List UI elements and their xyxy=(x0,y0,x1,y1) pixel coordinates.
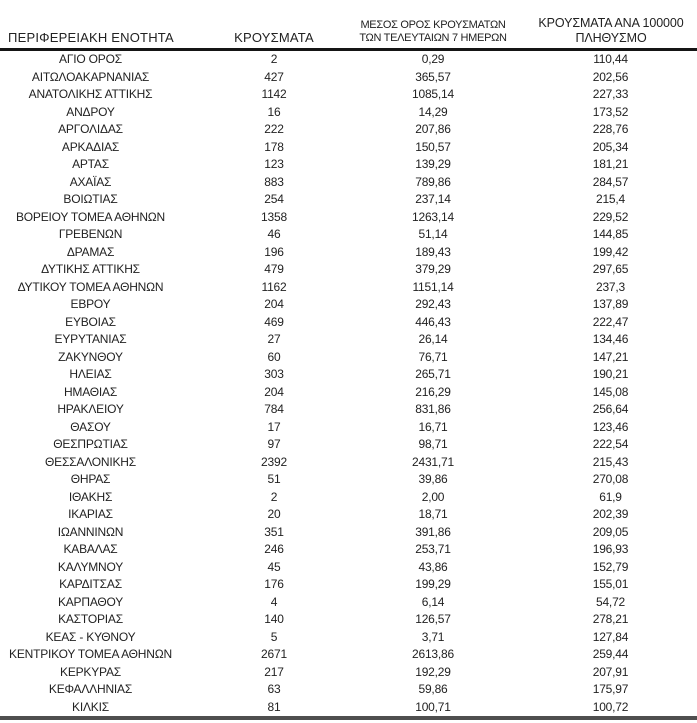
table-row xyxy=(0,506,697,524)
per-100k-cell: 227,33 xyxy=(592,87,629,101)
avg-7day-cell: 98,71 xyxy=(418,437,448,451)
cases-cell: 60 xyxy=(267,349,281,364)
region-name-cell: ΙΚΑΡΙΑΣ xyxy=(68,507,113,521)
region-name-cell: ΔΥΤΙΚΗΣ ΑΤΤΙΚΗΣ xyxy=(41,262,140,276)
per-100k-cell: 205,34 xyxy=(592,139,629,154)
region-name-cell: ΕΒΡΟΥ xyxy=(70,297,111,311)
per-100k-cell: 190,21 xyxy=(592,367,629,381)
per-100k-cell: 155,01 xyxy=(592,577,629,591)
region-name-cell: ΖΑΚΥΝΘΟΥ xyxy=(58,349,123,364)
avg-7day-cell: 51,14 xyxy=(418,227,448,241)
table-row xyxy=(0,384,697,402)
cases-cell: 196 xyxy=(264,244,284,259)
header-7day-average-line1: ΜΕΣΟΣ ΟΡΟΣ ΚΡΟΥΣΜΑΤΩΝ xyxy=(360,19,506,31)
region-name-cell: ΑΧΑΪΑΣ xyxy=(69,174,112,189)
cases-cell: 479 xyxy=(264,262,284,276)
per-100k-cell: 123,46 xyxy=(592,419,629,434)
cases-cell: 123 xyxy=(264,157,284,171)
per-100k-cell: 229,52 xyxy=(592,209,629,224)
avg-7day-cell: 2431,71 xyxy=(412,454,454,469)
cases-cell: 784 xyxy=(264,402,284,416)
table-row xyxy=(0,541,697,559)
cases-cell: 140 xyxy=(264,612,284,626)
per-100k-cell: 228,76 xyxy=(592,122,629,136)
table-body xyxy=(0,50,697,719)
per-100k-cell: 54,72 xyxy=(595,594,626,609)
per-100k-cell: 209,05 xyxy=(592,524,629,539)
cases-cell: 4 xyxy=(270,594,278,609)
avg-7day-cell: 3,71 xyxy=(421,629,445,644)
per-100k-cell: 215,43 xyxy=(592,454,629,469)
per-100k-cell: 137,89 xyxy=(592,297,629,311)
per-100k-cell: 222,47 xyxy=(592,314,629,329)
avg-7day-cell: 16,71 xyxy=(418,419,448,434)
per-100k-cell: 175,97 xyxy=(592,682,629,696)
cases-cell: 427 xyxy=(264,69,284,84)
cases-cell: 217 xyxy=(264,664,284,679)
per-100k-cell: 278,21 xyxy=(592,612,629,626)
avg-7day-cell: 1085,14 xyxy=(412,87,454,101)
avg-7day-cell: 216,29 xyxy=(415,384,451,399)
region-name-cell: ΚΕΑΣ - ΚΥΘΝΟΥ xyxy=(45,629,136,644)
table-row xyxy=(0,191,697,209)
cases-cell: 2392 xyxy=(261,454,287,469)
per-100k-cell: 297,65 xyxy=(592,262,629,276)
cases-cell: 1142 xyxy=(261,87,287,101)
avg-7day-cell: 150,57 xyxy=(415,139,451,154)
region-name-cell: ΑΓΙΟ ΟΡΟΣ xyxy=(59,52,122,66)
table-row xyxy=(0,646,697,664)
per-100k-cell: 207,91 xyxy=(592,664,629,679)
cases-cell: 17 xyxy=(267,419,281,434)
avg-7day-cell: 365,57 xyxy=(415,69,451,84)
table-row xyxy=(0,261,697,279)
avg-7day-cell: 207,86 xyxy=(415,122,451,136)
avg-7day-cell: 18,71 xyxy=(418,507,448,521)
header-per-100k xyxy=(511,0,697,50)
per-100k-cell: 202,56 xyxy=(592,69,629,84)
region-name-cell: ΔΡΑΜΑΣ xyxy=(66,244,115,259)
region-name-cell: ΚΑΣΤΟΡΙΑΣ xyxy=(58,612,123,626)
cases-cell: 1358 xyxy=(261,209,287,224)
cases-cell: 16 xyxy=(267,104,281,119)
table-row xyxy=(0,69,697,87)
region-name-cell: ΔΥΤΙΚΟΥ ΤΟΜΕΑ ΑΘΗΝΩΝ xyxy=(17,279,164,294)
cases-cell: 469 xyxy=(264,314,284,329)
cases-cell: 351 xyxy=(264,524,284,539)
region-name-cell: ΗΜΑΘΙΑΣ xyxy=(63,384,118,399)
per-100k-cell: 196,93 xyxy=(592,542,629,556)
header-per-100k-line1: ΚΡΟΥΣΜΑΤΑ ΑΝΑ 100000 xyxy=(538,16,684,30)
cases-cell: 2 xyxy=(270,52,278,66)
per-100k-cell: 202,39 xyxy=(592,507,629,521)
cases-cell: 81 xyxy=(267,699,281,714)
cases-cell: 45 xyxy=(267,559,281,574)
region-name-cell: ΒΟΡΕΙΟΥ ΤΟΜΕΑ ΑΘΗΝΩΝ xyxy=(15,209,166,224)
region-name-cell: ΒΟΙΩΤΙΑΣ xyxy=(63,192,118,206)
table-row xyxy=(0,331,697,349)
region-name-cell: ΙΩΑΝΝΙΝΩΝ xyxy=(57,524,124,539)
table-row xyxy=(0,559,697,577)
avg-7day-cell: 391,86 xyxy=(415,524,451,539)
table-row xyxy=(0,349,697,367)
avg-7day-cell: 265,71 xyxy=(415,367,451,381)
cases-cell: 63 xyxy=(267,682,281,696)
avg-7day-cell: 1151,14 xyxy=(412,279,454,294)
avg-7day-cell: 789,86 xyxy=(415,174,451,189)
cases-cell: 27 xyxy=(267,332,281,346)
region-name-cell: ΘΗΡΑΣ xyxy=(70,472,111,486)
avg-7day-cell: 39,86 xyxy=(418,472,448,486)
region-name-cell: ΑΡΚΑΔΙΑΣ xyxy=(61,139,120,154)
table-row xyxy=(0,681,697,699)
region-name-cell: ΚΑΛΥΜΝΟΥ xyxy=(57,559,124,574)
region-name-cell: ΑΝΑΤΟΛΙΚΗΣ ΑΤΤΙΚΗΣ xyxy=(28,87,153,101)
region-name-cell: ΘΕΣΣΑΛΟΝΙΚΗΣ xyxy=(45,454,136,469)
table-row xyxy=(0,576,697,594)
per-100k-cell: 144,85 xyxy=(592,227,629,241)
table-row xyxy=(0,121,697,139)
avg-7day-cell: 76,71 xyxy=(418,349,448,364)
cases-cell: 204 xyxy=(264,297,284,311)
cases-cell: 883 xyxy=(264,174,284,189)
avg-7day-cell: 192,29 xyxy=(415,664,451,679)
per-100k-cell: 284,57 xyxy=(592,174,629,189)
per-100k-cell: 152,79 xyxy=(592,559,629,574)
cases-cell: 222 xyxy=(264,122,284,136)
avg-7day-cell: 446,43 xyxy=(415,314,451,329)
table-row xyxy=(0,279,697,297)
avg-7day-cell: 14,29 xyxy=(418,104,448,119)
region-name-cell: ΚΑΒΑΛΑΣ xyxy=(63,542,118,556)
table-row xyxy=(0,629,697,647)
cases-cell: 176 xyxy=(264,577,284,591)
table-row xyxy=(0,436,697,454)
region-name-cell: ΗΡΑΚΛΕΙΟΥ xyxy=(57,402,124,416)
table-row xyxy=(0,314,697,332)
table-row xyxy=(0,471,697,489)
table-row xyxy=(0,366,697,384)
avg-7day-cell: 379,29 xyxy=(415,262,451,276)
avg-7day-cell: 199,29 xyxy=(415,577,451,591)
per-100k-cell: 147,21 xyxy=(592,349,629,364)
table-row xyxy=(0,454,697,472)
region-name-cell: ΚΕΡΚΥΡΑΣ xyxy=(60,664,121,679)
region-name-cell: ΘΕΣΠΡΩΤΙΑΣ xyxy=(53,437,128,451)
region-name-cell: ΕΥΒΟΙΑΣ xyxy=(65,314,116,329)
table-row xyxy=(0,50,697,69)
avg-7day-cell: 100,71 xyxy=(415,699,451,714)
table-row xyxy=(0,489,697,507)
region-name-cell: ΚΙΛΚΙΣ xyxy=(72,699,109,714)
header-row xyxy=(0,0,697,50)
avg-7day-cell: 6,14 xyxy=(421,594,445,609)
per-100k-cell: 61,9 xyxy=(599,489,622,504)
avg-7day-cell: 831,86 xyxy=(415,402,451,416)
per-100k-cell: 270,08 xyxy=(592,472,629,486)
cases-cell: 2671 xyxy=(261,647,287,661)
cases-cell: 204 xyxy=(264,384,284,399)
per-100k-cell: 110,44 xyxy=(593,52,628,66)
table-row xyxy=(0,419,697,437)
region-name-cell: ΗΛΕΙΑΣ xyxy=(69,367,112,381)
cases-cell: 303 xyxy=(264,367,284,381)
region-name-cell: ΑΡΤΑΣ xyxy=(72,157,109,171)
header-per-100k-lines xyxy=(538,16,683,45)
avg-7day-cell: 1263,14 xyxy=(412,209,454,224)
region-name-cell: ΑΝΔΡΟΥ xyxy=(66,104,115,119)
per-100k-cell: 181,21 xyxy=(592,157,629,171)
cases-cell: 254 xyxy=(264,192,284,206)
table-row xyxy=(0,594,697,612)
cases-cell: 178 xyxy=(264,139,284,154)
avg-7day-cell: 292,43 xyxy=(415,297,451,311)
per-100k-cell: 100,72 xyxy=(592,699,629,714)
region-name-cell: ΘΑΣΟΥ xyxy=(70,419,111,434)
avg-7day-cell: 2613,86 xyxy=(412,647,454,661)
per-100k-cell: 145,08 xyxy=(592,384,629,399)
avg-7day-cell: 237,14 xyxy=(415,192,451,206)
header-7day-average-lines xyxy=(359,19,506,45)
header-7day-average xyxy=(359,0,511,50)
table-row xyxy=(0,611,697,629)
table-row xyxy=(0,86,697,104)
avg-7day-cell: 139,29 xyxy=(415,157,451,171)
table-row xyxy=(0,699,697,719)
table-row xyxy=(0,104,697,122)
region-name-cell: ΑΙΤΩΛΟΑΚΑΡΝΑΝΙΑΣ xyxy=(31,69,150,84)
avg-7day-cell: 26,14 xyxy=(418,332,448,346)
avg-7day-cell: 253,71 xyxy=(415,542,451,556)
per-100k-cell: 173,52 xyxy=(592,104,629,119)
region-name-cell: ΕΥΡΥΤΑΝΙΑΣ xyxy=(54,332,127,346)
table-row xyxy=(0,524,697,542)
table-row xyxy=(0,296,697,314)
table-row xyxy=(0,226,697,244)
avg-7day-cell: 43,86 xyxy=(418,559,448,574)
cases-cell: 46 xyxy=(267,227,281,241)
per-100k-cell: 134,46 xyxy=(592,332,629,346)
avg-7day-cell: 59,86 xyxy=(418,682,448,696)
per-100k-cell: 222,54 xyxy=(592,437,629,451)
table-row xyxy=(0,209,697,227)
table-header xyxy=(0,0,697,50)
cases-cell: 97 xyxy=(267,437,281,451)
region-name-cell: ΚΕΝΤΡΙΚΟΥ ΤΟΜΕΑ ΑΘΗΝΩΝ xyxy=(9,647,172,661)
region-name-cell: ΚΕΦΑΛΛΗΝΙΑΣ xyxy=(48,682,133,696)
per-100k-cell: 127,84 xyxy=(592,629,629,644)
header-regional-unit: ΠΕΡΙΦΕΡΕΙΑΚΗ ΕΝΟΤΗΤΑ xyxy=(0,0,181,50)
region-name-cell: ΓΡΕΒΕΝΩΝ xyxy=(58,227,123,241)
avg-7day-cell: 2,00 xyxy=(421,489,445,504)
per-100k-cell: 259,44 xyxy=(592,647,629,661)
header-per-100k-line2: ΠΛΗΘΥΣΜΟ xyxy=(575,30,647,45)
per-100k-cell: 256,64 xyxy=(592,402,629,416)
cases-cell: 20 xyxy=(267,507,281,521)
avg-7day-cell: 126,57 xyxy=(415,612,451,626)
table-row xyxy=(0,156,697,174)
region-name-cell: ΚΑΡΔΙΤΣΑΣ xyxy=(59,577,122,591)
avg-7day-cell: 0,29 xyxy=(421,52,445,66)
table-row xyxy=(0,401,697,419)
header-7day-average-line2: ΤΩΝ ΤΕΛΕΥΤΑΙΩΝ 7 ΗΜΕΡΩΝ xyxy=(359,32,507,44)
cases-cell: 246 xyxy=(264,542,284,556)
per-100k-cell: 215,4 xyxy=(595,192,626,206)
cases-cell: 2 xyxy=(270,489,278,504)
region-name-cell: ΑΡΓΟΛΙΔΑΣ xyxy=(58,122,123,136)
cases-cell: 5 xyxy=(270,629,278,644)
region-name-cell: ΙΘΑΚΗΣ xyxy=(68,489,113,504)
table-row xyxy=(0,664,697,682)
table-row xyxy=(0,244,697,262)
table-row xyxy=(0,139,697,157)
table-row xyxy=(0,174,697,192)
region-name-cell: ΚΑΡΠΑΘΟΥ xyxy=(57,594,124,609)
cases-cell: 51 xyxy=(267,472,281,486)
avg-7day-cell: 189,43 xyxy=(415,244,451,259)
per-100k-cell: 199,42 xyxy=(592,244,629,259)
cases-cell: 1162 xyxy=(261,279,287,294)
header-cases: ΚΡΟΥΣΜΑΤΑ xyxy=(181,0,363,50)
per-100k-cell: 237,3 xyxy=(595,279,626,294)
